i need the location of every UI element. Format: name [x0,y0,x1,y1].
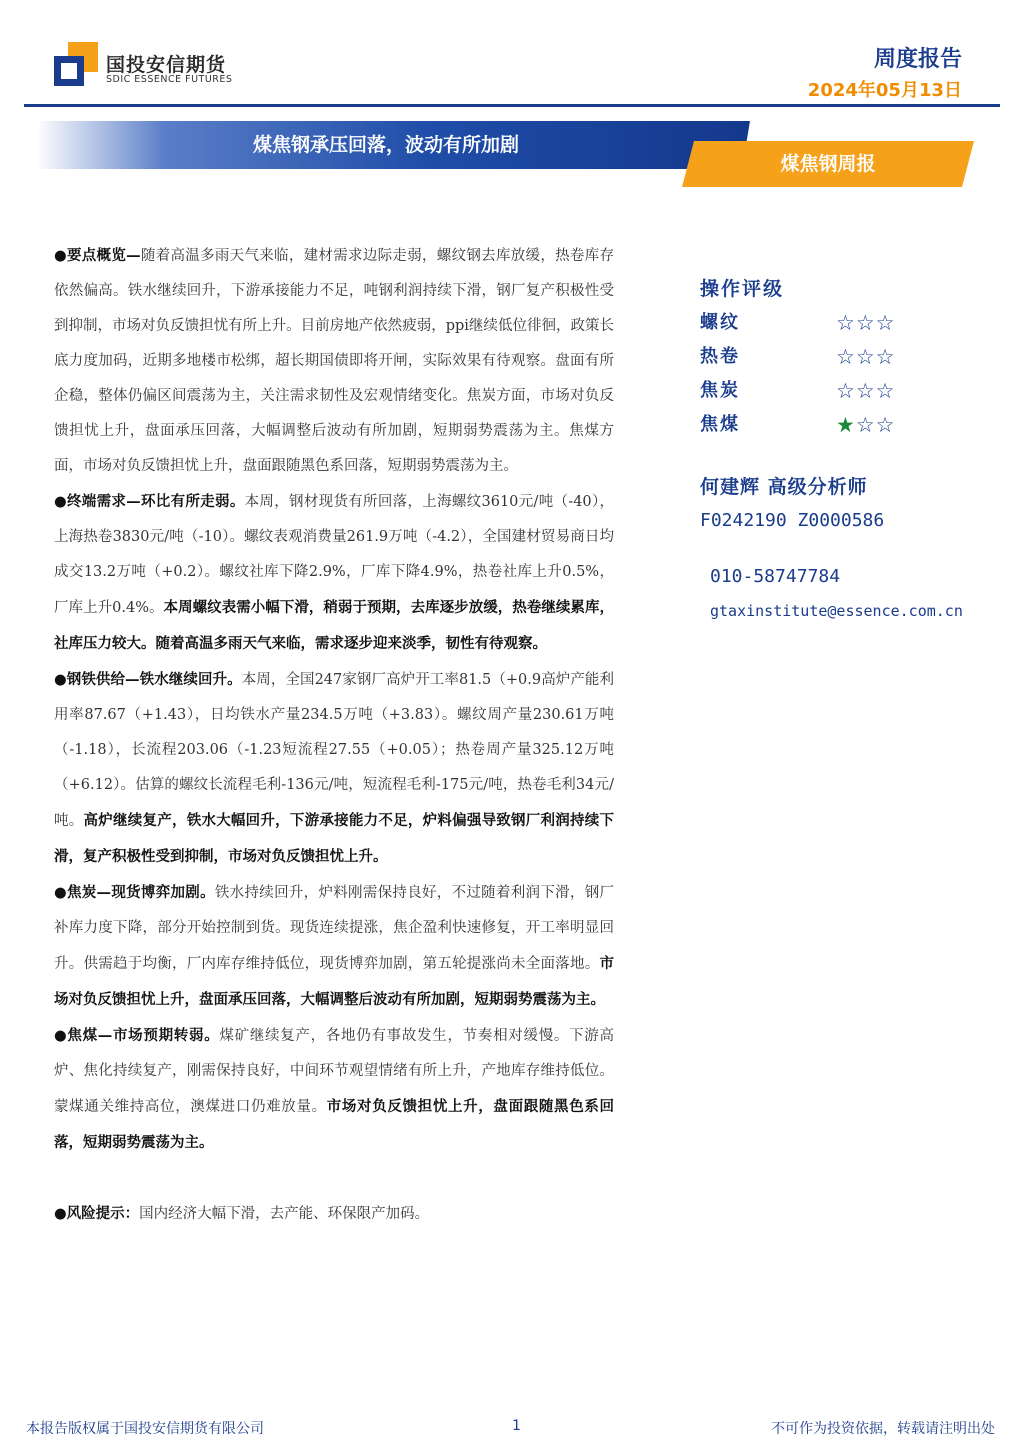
star-rating-icon: ☆☆☆ [836,345,896,369]
analyst-name: 何建辉 高级分析师 [700,476,868,498]
rating-title: 操作评级 [700,278,785,300]
section-text: 国内经济大幅下滑，去产能、环保限产加码。 [139,1206,430,1222]
bullet-icon: ● [54,1028,68,1044]
company-name-cn: 国投安信期货 [106,54,227,76]
rating-name: 焦炭 [700,380,740,401]
rating-row-hot-coil [700,340,1020,374]
rating-name: 焦煤 [700,414,740,435]
report-body [54,238,614,1232]
section-text: 随着高温多雨天气来临，建材需求边际走弱，螺纹钢去库放缓，热卷库存依然偏高。铁水继续回升，下游承接能力不足，吨钢利润持续下滑，钢厂复产积极性受到抑制，市场对负反馈担忧有所上升。目前房地产依然疲弱，ppi继续低位徘徊，政策长底力度加码，近期多地楼市松绑，超长期国债即将开闸，实际效果有待观察。盘面有所企稳，整体仍偏区间震荡为主，关注需求韧性及宏观情绪变化。焦炭方面，市场对负反馈担忧上升，盘面承压回落，大幅调整后波动有所加剧，短期弱势震荡为主。焦煤方面，市场对负反馈担忧上升，盘面跟随黑色系回落，短期弱势震荡为主。 [54,248,615,474]
report-title: 煤焦钢承压回落，波动有所加剧 [252,134,519,156]
rating-row-rebar [700,306,1020,340]
section-overview [54,238,614,484]
section-text: 本周，钢材现货有所回落，上海螺纹3610元/吨（-40），上海热卷3830元/吨（-10）。螺纹表观消费量261.9万吨（-4.2），全国建材贸易商日均成交13.2万吨（+0.2）。螺纹社库下降2.9%，厂库下降4.9%，热卷社库上升0.5%，厂库上升0.4%。 [54,494,615,616]
rating-name: 螺纹 [700,312,740,333]
side-panel [700,272,1020,628]
bullet-icon: ● [54,248,67,264]
rating-row-coking-coal [700,408,1020,442]
section-highlight: 市场对负反馈担忧上升，盘面承压回落，大幅调整后波动有所加剧，短期弱势震荡为主。 [54,955,614,1008]
section-lead: 要点概览— [66,247,141,264]
section-lead: 焦煤—市场预期转弱。 [67,1027,220,1044]
header-divider [24,104,1000,107]
section-lead: 焦炭—现货博弈加剧。 [66,884,215,901]
section-lead: 风险提示： [66,1205,140,1222]
footer-copyright: 本报告版权属于国投安信期货有限公司 [26,1421,264,1437]
footer-disclaimer: 不可作为投资依据，转载请注明出处 [771,1421,995,1437]
company-logo-icon [54,42,98,86]
section-text: 本周，全国247家钢厂高炉开工率81.5（+0.9高炉产能利用率87.67（+1.43），日均铁水产量234.5万吨（+3.83）。螺纹周产量230.61万吨（-1.18），长流程203.06（-1.23短流程27.55（+0.05）；热卷周产量325.12万吨（+6.12）。估算的螺纹长流程毛利-136元/吨，短流程毛利-175元/吨，热卷毛利34元/吨。 [54,672,615,829]
star-rating-icon: ☆☆☆ [836,379,896,403]
star-rating-icon: ★☆☆ [836,413,896,437]
section-lead: 终端需求—环比有所走弱。 [66,493,245,510]
star-rating-icon: ☆☆☆ [836,311,896,335]
section-lead: 钢铁供给—铁水继续回升。 [66,671,242,688]
section-text: 煤矿继续复产，各地仍有事故发生，节奏相对缓慢。下游高炉、焦化持续复产，刚需保持良好，中间环节观望情绪有所上升，产地库存维持低位。蒙煤通关维持高位，澳煤进口仍难放量。 [54,1028,615,1115]
page-number: 1 [512,1418,521,1434]
section-highlight: 本周螺纹表需小幅下滑，稍弱于预期，去库逐步放缓，热卷继续累库，社库压力较大。随着高温多雨天气来临，需求逐步迎来淡季，韧性有待观察。 [54,599,614,652]
rating-row-coke [700,374,1020,408]
bullet-icon: ● [54,494,67,510]
bullet-icon: ● [54,672,67,688]
bullet-icon: ● [54,885,67,901]
report-type: 周度报告 [873,47,962,72]
section-risk [54,1196,614,1232]
section-highlight: 高炉继续复产，铁水大幅回升，下游承接能力不足，炉料偏强导致钢厂利润持续下滑，复产积极性受到抑制，市场对负反馈担忧上升。 [54,812,615,865]
section-text: 铁水持续回升，炉料刚需保持良好，不过随着利润下滑，钢厂补库力度下降，部分开始控制到货。现货连续提涨，焦企盈利快速修复，开工率明显回升。供需趋于均衡，厂内库存维持低位，现货博弈加剧，第五轮提涨尚未全面落地。 [54,885,615,972]
section-demand [54,484,614,662]
section-highlight: 市场对负反馈担忧上升，盘面跟随黑色系回落，短期弱势震荡为主。 [54,1098,614,1151]
section-coking-coal [54,1018,614,1161]
bullet-icon: ● [54,1206,67,1222]
rating-name: 热卷 [700,346,740,367]
analyst-cert: F0242190 Z0000586 [700,510,885,531]
section-supply [54,662,614,875]
section-coke [54,875,614,1018]
series-label: 煤焦钢周报 [780,153,876,175]
contact-phone: 010-58747784 [710,566,841,587]
company-name-en: SDIC ESSENCE FUTURES [106,74,233,85]
report-date: 2024年05月13日 [807,80,962,101]
contact-email[interactable]: gtaxinstitute@essence.com.cn [710,602,963,620]
